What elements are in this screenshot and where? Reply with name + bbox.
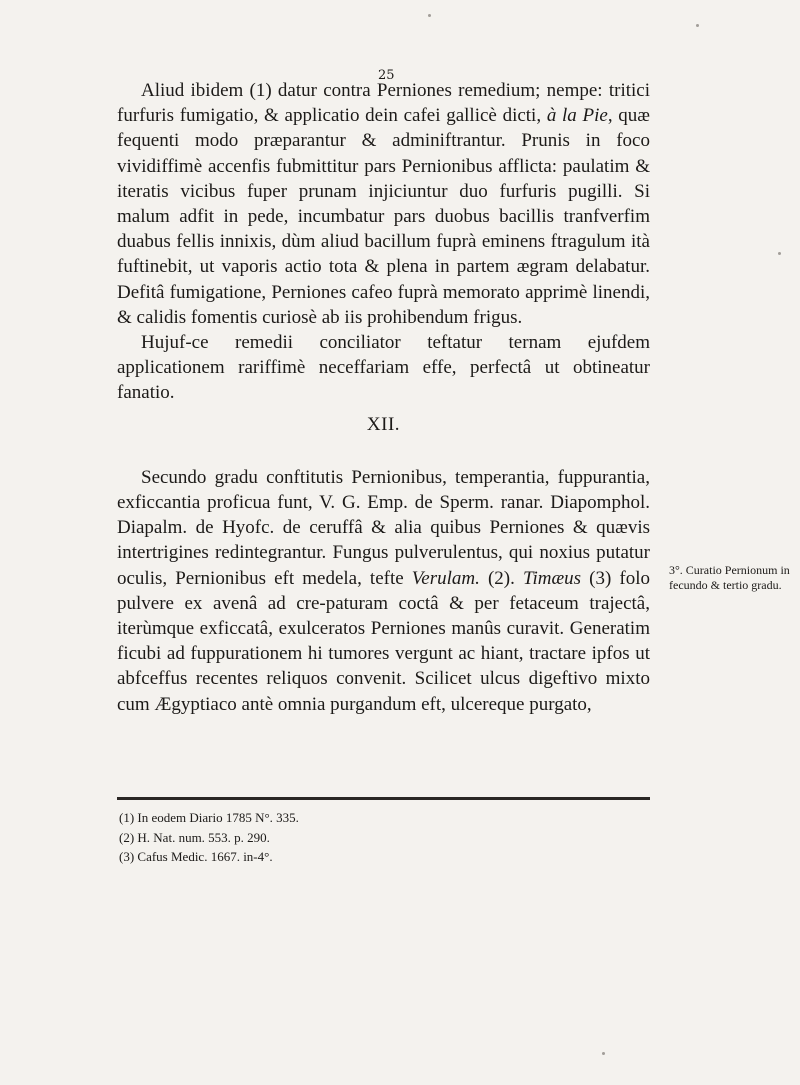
paper-speck xyxy=(696,24,699,27)
footnote-2: (2) H. Nat. num. 553. p. 290. xyxy=(119,829,270,845)
paragraph-2: Hujuf-ce remedii conciliator teftatur ternam ejufdem applicationem rariffimè neceffariam effe, perfectâ ut obtineatur fanatio. xyxy=(117,332,650,404)
page-number: 25 xyxy=(378,68,395,83)
section-heading: XII. xyxy=(366,413,401,435)
author-verulam: Verulam. xyxy=(411,567,480,589)
paragraph-1: Aliud ibidem (1) datur contra Perniones remedium; nempe: tritici furfuris fumigatio, & applicatio dein cafei gallicè dicti, à la Pie, quæ fequenti modo præparantur & adminiftrantur. Prunis in foco vividiffimè accenfis fubmittitur pars Pernionibus afflicta: paulatim & iteratis vicibus fuper prunam injiciuntur duo furfuris pugilli. Si malum adfit in pede, incumbatur pars duobus bacillis tranfverfim duabus fellis innixis, dùm aliud bacillum fuprà eminens ftragulum ità fuftinebit, ut vaporis actio tota & plena in partem ægram delabatur. Defitâ fumigatione, Perniones cafeo fuprà memorato apprimè linendi, & calidis fomentis curiosè ab iis prohibendum frigus. xyxy=(117,80,650,328)
paper-speck xyxy=(428,14,431,17)
paper-speck xyxy=(602,1052,605,1055)
paper-speck xyxy=(778,252,781,255)
author-timaeus: Timæus xyxy=(522,567,582,589)
italic-phrase: à la Pie xyxy=(546,105,608,127)
footnote-3: (3) Cafus Medic. 1667. in-4°. xyxy=(119,849,273,864)
main-text xyxy=(117,78,650,717)
paragraph-3: Secundo gradu conftitutis Pernionibus, temperantia, fuppurantia, exficcantia proficua funt, V. G. Emp. de Sperm. ranar. Diapomphol. Diapalm. de Hyofc. de ceruffâ & alia quibus Perniones & quævis intertrigines redintegrantur. Fungus pulverulentus, qui noxius putatur oculis, Pernionibus eft medela, tefte Verulam. (2). Timæus (3) folo pulvere ex avenâ ad cre-paturam coctâ & per fetaceum trajectâ, iterùmque exficcatâ, exulceratos Perniones manûs curavit. Generatim ficubi ad fuppurationem hi tumores vergunt ac hiant, tractare ipfos ut abfceffus recentes reliquos convenit. Scilicet ulcus digeftivo mixto cum Ægyptiaco antè omnia purgandum eft, ulcereque purgato, xyxy=(117,466,650,715)
footnote-1: (1) In eodem Diario 1785 N°. 335. xyxy=(119,810,299,825)
footnotes xyxy=(119,808,649,867)
margin-note: 3°. Curatio Pernionum in fecundo & tertio gradu. xyxy=(669,563,790,592)
footnote-divider xyxy=(117,797,650,800)
